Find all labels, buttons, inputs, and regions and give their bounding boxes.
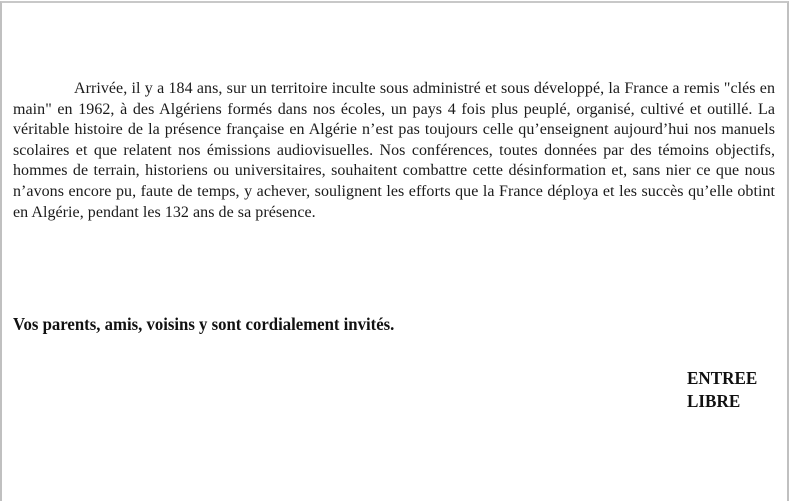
free-entry-notice bbox=[687, 367, 757, 413]
invitation-text: Vos parents, amis, voisins y sont cordialement invités. bbox=[13, 314, 395, 334]
body-paragraph: Arrivée, il y a 184 ans, sur un territoire inculte sous administré et sous développé, la France a remis "clés en main" en 1962, à des Algériens formés dans nos écoles, un pays 4 fois plus peuplé, organisé, cultivé et outillé. La véritable histoire de la présence française en Algérie n’est pas toujours celle qu’enseignent aujourd’hui nos manuels scolaires et que relatent nos émissions audiovisuelles. Nos conférences, toutes données par des témoins objectifs, hommes de terrain, historiens ou universitaires, souhaitent combattre cette désinformation et, sans nier ce que nous n’avons encore pu, faute de temps, y achever, soulignent les efforts que la France déploya et les succès qu’elle obtint en Algérie, pendant les 132 ans de sa présence. bbox=[13, 80, 775, 221]
free-entry-line-2: LIBRE bbox=[687, 391, 741, 411]
document-page bbox=[0, 1, 789, 501]
free-entry-line-1: ENTREE bbox=[687, 368, 758, 388]
